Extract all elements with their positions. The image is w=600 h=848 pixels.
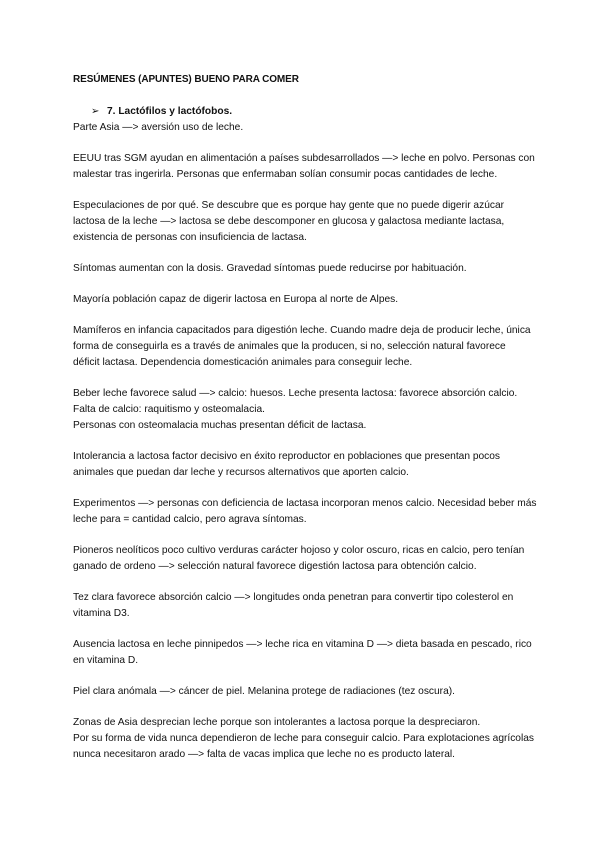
paragraph-line: forma de conseguirla es a través de animales que la producen, si no, selección natural favorece <box>73 341 506 352</box>
section-heading-text: 7. Lactófilos y lactófobos. <box>107 106 233 117</box>
paragraph <box>73 496 537 528</box>
paragraph-line: Ausencia lactosa en leche pinnipedos —> leche rica en vitamina D —> dieta basada en pescado, rico <box>73 639 532 650</box>
paragraph-line: Síntomas aumentan con la dosis. Gravedad síntomas puede reducirse por habituación. <box>73 263 467 274</box>
arrow-bullet-icon: ➢ <box>91 106 100 117</box>
paragraph-line: Mayoría población capaz de digerir lactosa en Europa al norte de Alpes. <box>73 294 399 305</box>
paragraph <box>73 198 533 246</box>
paragraph-line: Por su forma de vida nunca dependieron de leche para conseguir calcio. Para explotaciones agrícolas <box>73 733 534 744</box>
paragraph-line: déficit lactasa. Dependencia domesticación animales para conseguir leche. <box>73 357 413 368</box>
paragraph <box>73 120 533 136</box>
paragraph-line: Intolerancia a lactosa factor decisivo en éxito reproductor en poblaciones que presentan pocos <box>73 451 501 462</box>
paragraph <box>73 261 533 277</box>
paragraph <box>73 323 533 371</box>
section-heading <box>91 104 232 120</box>
paragraph <box>73 684 533 700</box>
paragraph-line: vitamina D3. <box>73 608 130 619</box>
paragraph-line: Especulaciones de por qué. Se descubre que es porque hay gente que no puede digerir azúcar <box>73 200 505 211</box>
paragraph <box>73 151 533 183</box>
paragraph-line: malestar tras ingerirla. Personas que enfermaban solían consumir pocas cantidades de leche. <box>73 169 498 180</box>
paragraph-line: Falta de calcio: raquitismo y osteomalacia. <box>73 404 265 415</box>
paragraph-line: ganado de ordeno —> selección natural favorece digestión lactosa para obtención calcio. <box>73 561 477 572</box>
paragraph <box>73 637 533 669</box>
paragraph-line: existencia de personas con insuficiencia de lactasa. <box>73 232 307 243</box>
paragraph <box>73 449 533 481</box>
paragraph-line: Beber leche favorece salud —> calcio: huesos. Leche presenta lactosa: favorece absorción calcio. <box>73 388 518 399</box>
paragraph <box>73 292 533 308</box>
paragraph-line: animales que puedan dar leche y recursos alternativos que aporten calcio. <box>73 467 409 478</box>
paragraph <box>73 543 533 575</box>
document-title: RESÚMENES (APUNTES) BUENO PARA COMER <box>73 74 299 85</box>
document-body <box>73 120 537 778</box>
paragraph-line: Parte Asia —> aversión uso de leche. <box>73 122 244 133</box>
paragraph-line: en vitamina D. <box>73 655 139 666</box>
paragraph-line: Zonas de Asia desprecian leche porque son intolerantes a lactosa porque la despreciaron. <box>73 717 481 728</box>
paragraph-line: EEUU tras SGM ayudan en alimentación a países subdesarrollados —> leche en polvo. Personas con <box>73 153 535 164</box>
paragraph-line: leche para = cantidad calcio, pero agrava síntomas. <box>73 514 307 525</box>
paragraph-line: Tez clara favorece absorción calcio —> longitudes onda penetran para convertir tipo colesterol en <box>73 592 514 603</box>
paragraph <box>73 715 533 763</box>
paragraph-line: lactosa de la leche —> lactosa se debe descomponer en glucosa y galactosa mediante lactasa, <box>73 216 505 227</box>
paragraph-line: nunca necesitaron arado —> falta de vacas implica que leche no es producto lateral. <box>73 749 455 760</box>
paragraph-line: Mamíferos en infancia capacitados para digestión leche. Cuando madre deja de producir leche, única <box>73 325 531 336</box>
paragraph <box>73 386 533 434</box>
paragraph-line: Piel clara anómala —> cáncer de piel. Melanina protege de radiaciones (tez oscura). <box>73 686 455 697</box>
paragraph-line: Personas con osteomalacia muchas presentan déficit de lactasa. <box>73 420 367 431</box>
paragraph <box>73 590 533 622</box>
paragraph-line: Pioneros neolíticos poco cultivo verduras carácter hojoso y color oscuro, ricas en calcio, pero tenían <box>73 545 525 556</box>
paragraph-line: Experimentos —> personas con deficiencia de lactasa incorporan menos calcio. Necesidad beber más <box>73 498 537 509</box>
